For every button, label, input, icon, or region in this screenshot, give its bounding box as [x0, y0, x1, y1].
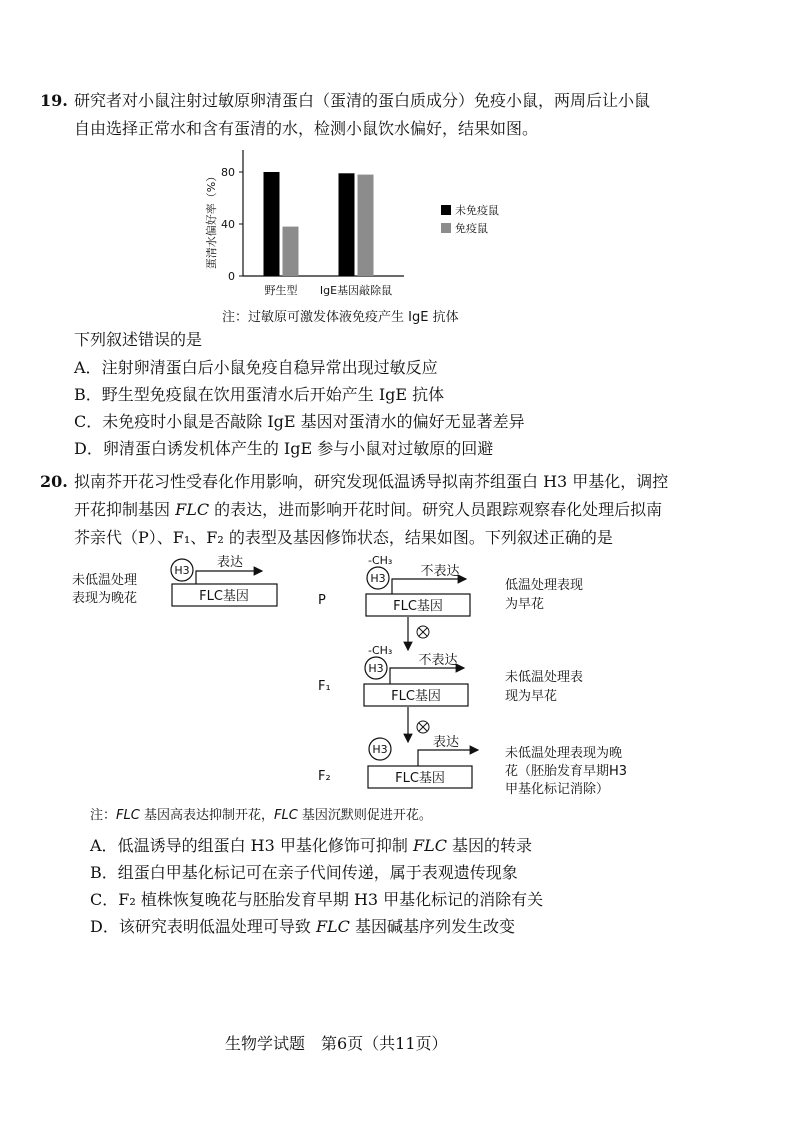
legend-label: 未免疫鼠	[455, 204, 499, 217]
legend-label: 免疫鼠	[455, 222, 488, 235]
q19-stem-line1: 研究者对小鼠注射过敏原卵清蛋白（蛋清的蛋白质成分）免疫小鼠，两周后让小鼠	[74, 91, 651, 110]
stem-text: 开花抑制基因	[74, 500, 176, 519]
phenotype-desc: 甲基化标记消除）	[505, 782, 610, 797]
gene-name: FLC	[315, 917, 350, 936]
flc-gene-label: FLC基因	[391, 689, 441, 704]
gene-name: FLC	[175, 500, 210, 519]
f2-generation-panel	[318, 734, 627, 797]
note-text: 注：	[90, 808, 117, 823]
option-letter: B．	[74, 385, 102, 404]
option-letter: A．	[74, 358, 102, 377]
option-letter: B．	[90, 863, 118, 882]
phenotype-desc: 为早花	[505, 597, 545, 612]
gene-name: FLC	[412, 836, 447, 855]
x-tick-label: IgE基因敲除鼠	[319, 284, 393, 297]
q20-note	[90, 809, 432, 822]
express-arrow	[418, 750, 478, 766]
methyl-label: -CH₃	[368, 554, 393, 567]
note-text: 基因沉默则促进开花。	[297, 808, 432, 823]
left-label: 表现为晚花	[72, 591, 138, 606]
option-text: 基因碱基序列发生改变	[349, 917, 515, 936]
q20-option-c	[90, 892, 543, 908]
f1-generation-panel	[318, 644, 583, 706]
q20-stem-line3: 芥亲代（P）、F₁、F₂ 的表型及基因修饰状态，结果如图。下列叙述正确的是	[74, 528, 613, 547]
chart-note: 注：过敏原可激发体液免疫产生 IgE 抗体	[222, 310, 459, 325]
flc-gene-label: FLC基因	[393, 599, 443, 614]
option-letter: D．	[74, 439, 103, 458]
y-tick-label: 40	[221, 218, 235, 231]
q19-stem-line2: 自由选择正常水和含有蛋清的水，检测小鼠饮水偏好，结果如图。	[74, 119, 539, 138]
option-text: F₂ 植株恢复晚花与胚胎发育早期 H3 甲基化标记的消除有关	[118, 890, 544, 909]
option-text: 组蛋白甲基化标记可在亲子代间传递，属于表观遗传现象	[117, 863, 518, 882]
option-letter: C．	[90, 890, 119, 909]
page-footer: 生物学试题 第6页（共11页）	[225, 1034, 448, 1053]
h3-label: H3	[370, 572, 386, 585]
option-letter: D．	[90, 917, 119, 936]
generation-label: F₁	[318, 679, 331, 694]
left-label: 未低温处理	[72, 573, 138, 588]
q19-prompt: 下列叙述错误的是	[74, 330, 203, 349]
q20-option-b	[90, 865, 518, 881]
express-arrow	[392, 579, 466, 594]
h3-label: H3	[174, 564, 190, 577]
phenotype-desc: 花（胚胎发育早期H3	[505, 764, 628, 779]
option-text: 该研究表明低温处理可导致	[118, 917, 316, 936]
express-label: 表达	[216, 555, 244, 570]
y-tick-label: 0	[228, 270, 235, 283]
p-generation-panel	[318, 554, 583, 616]
not-express-label: 不表达	[420, 564, 460, 579]
flc-gene-label: FLC基因	[395, 771, 445, 786]
flc-gene-label: FLC基因	[199, 589, 249, 604]
methyl-label: -CH₃	[368, 644, 393, 657]
q20-option-a	[90, 838, 532, 854]
q19-number: 19.	[40, 91, 68, 110]
option-text: 低温诱导的组蛋白 H3 甲基化修饰可抑制	[117, 836, 413, 855]
untreated-panel	[72, 554, 277, 606]
gene-name: FLC	[116, 808, 140, 823]
option-text: 卵清蛋白诱发机体产生的 IgE 参与小鼠对过敏原的回避	[102, 439, 494, 458]
x-tick-label: 野生型	[264, 284, 298, 297]
express-label: 表达	[432, 735, 460, 750]
q20-option-d	[90, 919, 515, 935]
y-axis-label: 蛋清水偏好率（%）	[205, 170, 218, 270]
generation-label: F₂	[318, 769, 331, 784]
gene-name: FLC	[273, 808, 298, 823]
express-arrow	[390, 668, 464, 684]
note-text: 基因高表达抑制开花，	[139, 808, 274, 823]
h3-label: H3	[372, 743, 388, 756]
q20-number: 20.	[40, 472, 68, 491]
express-arrow	[196, 571, 262, 584]
h3-label: H3	[368, 662, 384, 675]
phenotype-desc: 未低温处理表现为晚	[505, 746, 623, 761]
generation-label: P	[318, 593, 326, 608]
option-letter: C．	[74, 412, 103, 431]
option-text: 注射卵清蛋白后小鼠免疫自稳异常出现过敏反应	[101, 358, 438, 377]
stem-text: 的表达，进而影响开花时间。研究人员跟踪观察春化处理后拟南	[209, 500, 663, 519]
option-text: 未免疫时小鼠是否敲除 IgE 基因对蛋清水的偏好无显著差异	[102, 412, 525, 431]
q20-stem-line1: 拟南芥开花习性受春化作用影响，研究发现低温诱导拟南芥组蛋白 H3 甲基化，调控	[74, 472, 669, 491]
y-tick-label: 80	[221, 166, 235, 179]
option-text: 野生型免疫鼠在饮用蛋清水后开始产生 IgE 抗体	[101, 385, 445, 404]
option-text: 基因的转录	[446, 836, 533, 855]
phenotype-desc: 未低温处理表	[505, 670, 584, 685]
option-letter: A．	[90, 836, 118, 855]
not-express-label: 不表达	[418, 653, 458, 668]
phenotype-desc: 低温处理表现	[505, 578, 584, 593]
phenotype-desc: 现为早花	[505, 689, 558, 704]
